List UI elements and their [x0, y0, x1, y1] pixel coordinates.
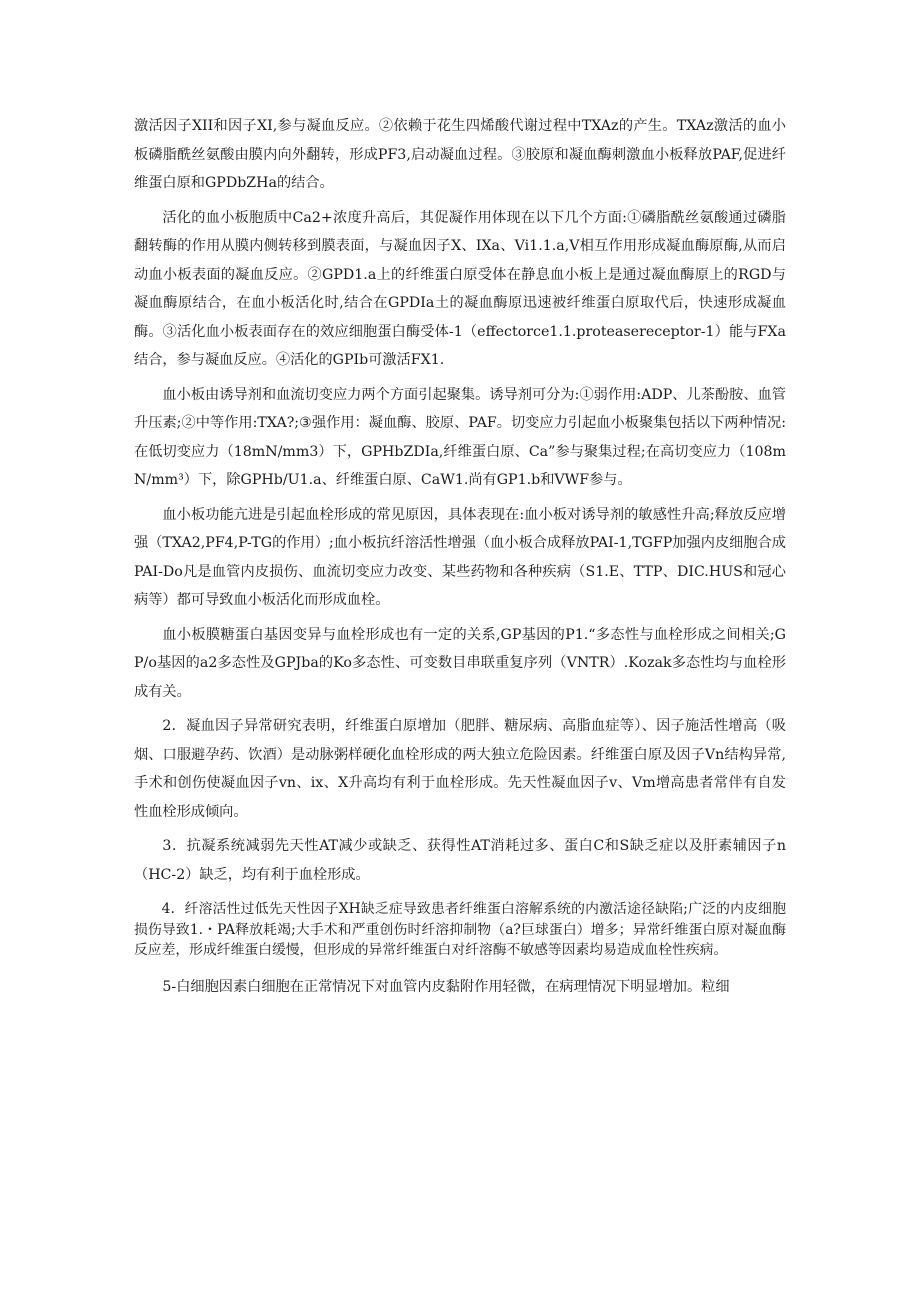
paragraph-3: 血小板由诱导剂和血流切变应力两个方面引起聚集。诱导剂可分为:①弱作用:ADP、儿茶酚胺、血管升压素;②中等作用:TXA?;③强作用：凝血酶、胶原、PAF。切变应力引起血小板聚集包括以下两种情况:在低切变应力（18mN∕mm3）下，GPHbZDIa,纤维蛋白原、Ca”参与聚集过程;在高切变应力（108mN∕mm³）下，除GPHb/U1.a、纤维蛋白原、CaW1.尚有GP1.b和VWF参与。 — [134, 386, 786, 488]
paragraph-2: 活化的血小板胞质中Ca2+浓度升高后，其促凝作用体现在以下几个方面:①磷脂酰丝氨酸通过磷脂翻转酶的作用从膜内侧转移到膜表面，与凝血因子X、IXa、Vi1.1.a,V相互作用形成凝血酶原酶,从而启动血小板表面的凝血反应。②GPD1.a上的纤维蛋白原受体在静息血小板上是通过凝血酶原上的RGD与凝血酶原结合，在血小板活化时,结合在GPDIa土的凝血酶原迅速被纤维蛋白原取代后，快速形成凝血酶。③活化血小板表面存在的效应细胞蛋白酶受体-1（effectorce1.1.proteasereceptor-1）能与FXa结合，参与凝血反应。④活化的GPIb可激活FX1. — [134, 209, 786, 368]
document-page — [134, 112, 786, 1001]
paragraph-6: 2．凝血因子异常研究表明，纤维蛋白原增加（肥胖、糖尿病、高脂血症等）、因子施活性增高（吸烟、口服避孕药、饮酒）是动脉粥样硬化血栓形成的两大独立危险因素。纤维蛋白原及因子Vn结构异常,手术和创伤使凝血因子vn、ix、X升高均有利于血栓形成。先天性凝血因子v、Vm增高患者常伴有自发性血栓形成倾向。 — [134, 718, 786, 820]
paragraph-9: 5-白细胞因素白细胞在正常情况下对血管内皮黏附作用轻微，在病理情况下明显增加。粒细 — [162, 978, 730, 995]
paragraph-5: 血小板膜糖蛋白基因变异与血栓形成也有一定的关系,GP基因的P1.“多态性与血栓形成之间相关;GP/o基因的a2多态性及GPJba的Ko多态性、可变数目串联重复序列（VNTR）.Kozak多态性均与血栓形成有关。 — [134, 626, 786, 700]
paragraph-4: 血小板功能亢进是引起血栓形成的常见原因，具体表现在:血小板对诱导剂的敏感性升高;释放反应增强（TXA2,PF4,P-TG的作用）;血小板抗纤溶活性增强（血小板合成释放PAI-1,TGFP加强内皮细胞合成PAI-Do凡是血管内皮损伤、血流切变应力改变、某些药物和各种疾病（S1.E、TTP、DIC.HUS和冠心病等）都可导致血小板活化而形成血栓。 — [134, 506, 786, 608]
paragraph-8: 4．纤溶活性过低先天性因子XH缺乏症导致患者纤维蛋白溶解系统的内激活途径缺陷;广泛的内皮细胞损伤导致1.・PA释放耗竭;大手术和严重创伤时纤溶抑制物（a?巨球蛋白）增多；异常纤维蛋白原对凝血酶反应差，形成纤维蛋白缓慢，但形成的异常纤维蛋白对纤溶酶不敏感等因素均易造成血栓性疾病。 — [134, 901, 786, 958]
paragraph-1: 激活因子XII和因子XI,参与凝血反应。②依赖于花生四烯酸代谢过程中TXAz的产生。TXAz激活的血小板磷脂酰丝氨酸由膜内向外翻转，形成PF3,启动凝血过程。③胶原和凝血酶刺激血小板释放PAF,促进纤维蛋白原和GPDbZHa的结合。 — [134, 118, 786, 191]
paragraph-7: 3．抗凝系统减弱先天性AT减少或缺乏、获得性AT消耗过多、蛋白C和S缺乏症以及肝素辅因子n（HC-2）缺乏，均有利于血栓形成。 — [134, 838, 786, 883]
